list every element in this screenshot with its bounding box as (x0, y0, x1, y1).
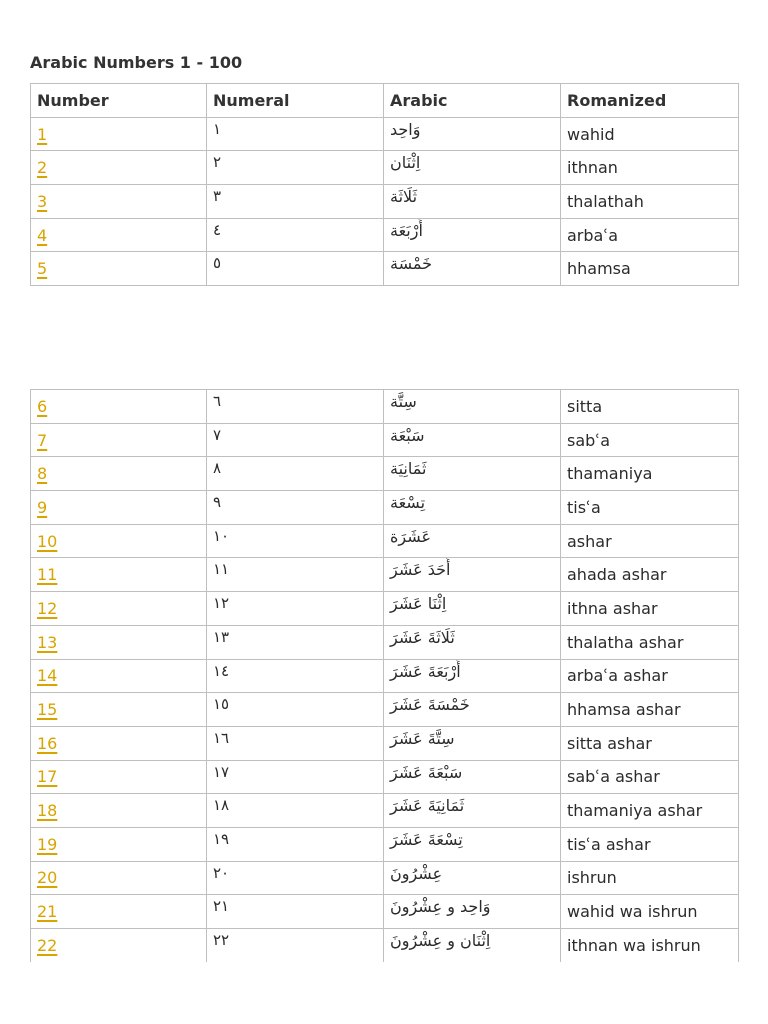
header-number: Number (31, 84, 207, 118)
numeral-cell: ٩ (207, 491, 384, 525)
arabic-cell: وَاحِد و عِشْرُونَ (384, 895, 561, 929)
number-link[interactable]: 3 (37, 191, 48, 211)
number-link[interactable]: 5 (37, 259, 48, 279)
numeral-cell: ١٢ (207, 592, 384, 626)
numeral-cell: ١٣ (207, 625, 384, 659)
number-link[interactable]: 10 (37, 531, 58, 551)
number-link[interactable]: 2 (37, 158, 48, 178)
number-cell (31, 524, 207, 558)
number-cell (31, 726, 207, 760)
numeral-cell: ١١ (207, 558, 384, 592)
number-cell (31, 693, 207, 727)
numeral-cell: ١٨ (207, 794, 384, 828)
arabic-cell: تِسْعَةَ عَشَرَ (384, 827, 561, 861)
number-cell (31, 390, 207, 424)
romanized-cell: arbaʿa ashar (561, 659, 739, 693)
number-link[interactable]: 16 (37, 733, 58, 753)
numeral-cell: ٥ (207, 252, 384, 286)
romanized-cell: thalathah (561, 185, 739, 219)
table-row (31, 423, 739, 457)
number-link[interactable]: 13 (37, 632, 58, 652)
number-link[interactable]: 12 (37, 598, 58, 618)
number-cell (31, 929, 207, 963)
number-link[interactable]: 21 (37, 902, 58, 922)
romanized-cell: arbaʿa (561, 218, 739, 252)
table-row (31, 693, 739, 727)
number-cell (31, 659, 207, 693)
romanized-cell: ithnan wa ishrun (561, 929, 739, 963)
numeral-cell: ١٧ (207, 760, 384, 794)
romanized-cell: sabʿa ashar (561, 760, 739, 794)
header-arabic: Arabic (384, 84, 561, 118)
table-row (31, 390, 739, 424)
number-link[interactable]: 20 (37, 868, 58, 888)
table-row (31, 760, 739, 794)
arabic-cell: تِسْعَة (384, 491, 561, 525)
header-romanized: Romanized (561, 84, 739, 118)
table-row (31, 794, 739, 828)
romanized-cell: hhamsa ashar (561, 693, 739, 727)
table-header-row (31, 84, 739, 118)
romanized-cell: ithnan (561, 151, 739, 185)
romanized-cell: wahid (561, 117, 739, 151)
number-cell (31, 218, 207, 252)
table-row (31, 218, 739, 252)
number-link[interactable]: 1 (37, 124, 48, 144)
table-row (31, 457, 739, 491)
romanized-cell: thamaniya (561, 457, 739, 491)
romanized-cell: ashar (561, 524, 739, 558)
number-cell (31, 861, 207, 895)
romanized-cell: thalatha ashar (561, 625, 739, 659)
numeral-cell: ٢١ (207, 895, 384, 929)
romanized-cell: sabʿa (561, 423, 739, 457)
romanized-cell: sitta ashar (561, 726, 739, 760)
arabic-cell: أَرْبَعَةَ عَشَرَ (384, 659, 561, 693)
number-link[interactable]: 9 (37, 497, 48, 517)
table-row (31, 491, 739, 525)
romanized-cell: tisʿa (561, 491, 739, 525)
arabic-cell: أَرْبَعَة (384, 218, 561, 252)
table-row (31, 252, 739, 286)
table-row (31, 524, 739, 558)
arabic-cell: اِثْنَان و عِشْرُونَ (384, 929, 561, 963)
romanized-cell: tisʿa ashar (561, 827, 739, 861)
numeral-cell: ١٦ (207, 726, 384, 760)
number-cell (31, 185, 207, 219)
number-cell (31, 592, 207, 626)
number-link[interactable]: 18 (37, 801, 58, 821)
number-link[interactable]: 11 (37, 565, 58, 585)
arabic-cell: ثَلَاثَةَ عَشَرَ (384, 625, 561, 659)
number-link[interactable]: 4 (37, 225, 48, 245)
arabic-cell: أَحَدَ عَشَرَ (384, 558, 561, 592)
table-row (31, 726, 739, 760)
number-link[interactable]: 17 (37, 767, 58, 787)
romanized-cell: ahada ashar (561, 558, 739, 592)
arabic-cell: ثَمَانِيَةَ عَشَرَ (384, 794, 561, 828)
numeral-cell: ٦ (207, 390, 384, 424)
number-cell (31, 151, 207, 185)
number-cell (31, 423, 207, 457)
numeral-cell: ٣ (207, 185, 384, 219)
number-cell (31, 558, 207, 592)
number-cell (31, 760, 207, 794)
number-link[interactable]: 14 (37, 666, 58, 686)
number-cell (31, 794, 207, 828)
number-link[interactable]: 22 (37, 936, 58, 956)
number-link[interactable]: 8 (37, 464, 48, 484)
numeral-cell: ٢ (207, 151, 384, 185)
arabic-cell: سِتَّةَ عَشَرَ (384, 726, 561, 760)
romanized-cell: ishrun (561, 861, 739, 895)
numbers-table-2 (30, 389, 739, 962)
table-row (31, 827, 739, 861)
arabic-cell: سَبْعَةَ عَشَرَ (384, 760, 561, 794)
numeral-cell: ١٥ (207, 693, 384, 727)
number-cell (31, 895, 207, 929)
arabic-cell: ثَلَاثَة (384, 185, 561, 219)
arabic-cell: اِثْنَان (384, 151, 561, 185)
number-cell (31, 491, 207, 525)
arabic-cell: اِثْنَا عَشَرَ (384, 592, 561, 626)
numeral-cell: ٧ (207, 423, 384, 457)
numeral-cell: ١٤ (207, 659, 384, 693)
table-row (31, 117, 739, 151)
romanized-cell: hhamsa (561, 252, 739, 286)
romanized-cell: thamaniya ashar (561, 794, 739, 828)
numeral-cell: ٤ (207, 218, 384, 252)
table-row (31, 592, 739, 626)
arabic-cell: سَبْعَة (384, 423, 561, 457)
arabic-cell: خَمْسَةَ عَشَرَ (384, 693, 561, 727)
numeral-cell: ٨ (207, 457, 384, 491)
numeral-cell: ١٠ (207, 524, 384, 558)
arabic-cell: سِتَّة (384, 390, 561, 424)
number-link[interactable]: 15 (37, 700, 58, 720)
table-row (31, 861, 739, 895)
romanized-cell: sitta (561, 390, 739, 424)
number-cell (31, 625, 207, 659)
number-link[interactable]: 19 (37, 834, 58, 854)
table-row (31, 558, 739, 592)
table-row (31, 625, 739, 659)
arabic-cell: وَاحِد (384, 117, 561, 151)
number-link[interactable]: 6 (37, 396, 48, 416)
table-row (31, 929, 739, 963)
numeral-cell: ٢٠ (207, 861, 384, 895)
table-row (31, 659, 739, 693)
header-numeral: Numeral (207, 84, 384, 118)
numbers-table-1 (30, 83, 739, 286)
table-row (31, 185, 739, 219)
numeral-cell: ١ (207, 117, 384, 151)
numeral-cell: ١٩ (207, 827, 384, 861)
arabic-cell: خَمْسَة (384, 252, 561, 286)
arabic-cell: ثَمَانِيَة (384, 457, 561, 491)
numeral-cell: ٢٢ (207, 929, 384, 963)
table-row (31, 151, 739, 185)
table-row (31, 895, 739, 929)
arabic-cell: عَشَرَة (384, 524, 561, 558)
romanized-cell: wahid wa ishrun (561, 895, 739, 929)
page-title: Arabic Numbers 1 - 100 (30, 53, 243, 72)
number-cell (31, 827, 207, 861)
number-cell (31, 252, 207, 286)
arabic-cell: عِشْرُونَ (384, 861, 561, 895)
number-cell (31, 457, 207, 491)
romanized-cell: ithna ashar (561, 592, 739, 626)
number-cell (31, 117, 207, 151)
number-link[interactable]: 7 (37, 430, 48, 450)
